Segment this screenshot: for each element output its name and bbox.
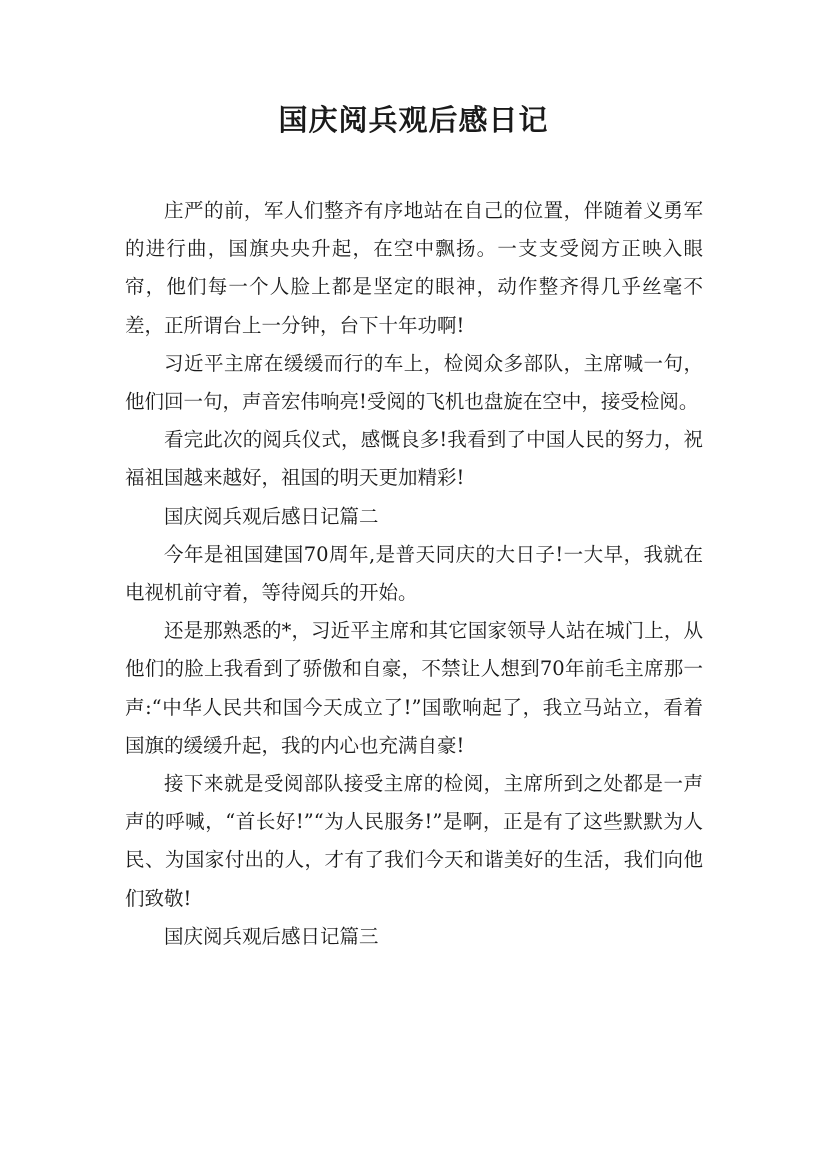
document-title: 国庆阅兵观后感日记 bbox=[278, 103, 549, 137]
section-heading: 国庆阅兵观后感日记篇二 bbox=[164, 504, 379, 528]
section-heading: 国庆阅兵观后感日记篇三 bbox=[164, 924, 379, 948]
paragraph: 还是那熟悉的*，习近平主席和其它国家领导人站在城门上，从他们的脸上我看到了骄傲和自豪，不禁让人想到70年前毛主席那一声:“中华人民共和国今天成立了!”国歌响起了，我立马站立，看着国旗的缓缓升起，我的内心也充满自豪! bbox=[125, 619, 703, 757]
document-body bbox=[125, 192, 703, 956]
paragraph: 接下来就是受阅部队接受主席的检阅，主席所到之处都是一声声的呼喊，“首长好!”“为人民服务!”是啊，正是有了这些默默为人民、为国家付出的人，才有了我们今天和谐美好的生活，我们向他们致敬! bbox=[125, 772, 703, 910]
paragraph: 看完此次的阅兵仪式，感慨良多!我看到了中国人民的努力，祝福祖国越来越好，祖国的明天更加精彩! bbox=[125, 428, 703, 490]
paragraph: 庄严的前，军人们整齐有序地站在自己的位置，伴随着义勇军的进行曲，国旗央央升起，在空中飘扬。一支支受阅方正映入眼帘，他们每一个人脸上都是坚定的眼神，动作整齐得几乎丝毫不差，正所谓台上一分钟，台下十年功啊! bbox=[125, 199, 703, 337]
paragraph: 习近平主席在缓缓而行的车上，检阅众多部队，主席喊一句，他们回一句，声音宏伟响亮!受阅的飞机也盘旋在空中，接受检阅。 bbox=[125, 351, 703, 414]
paragraph: 今年是祖国建国70周年,是普天同庆的大日子!一大早，我就在电视机前守着，等待阅兵的开始。 bbox=[125, 542, 703, 605]
